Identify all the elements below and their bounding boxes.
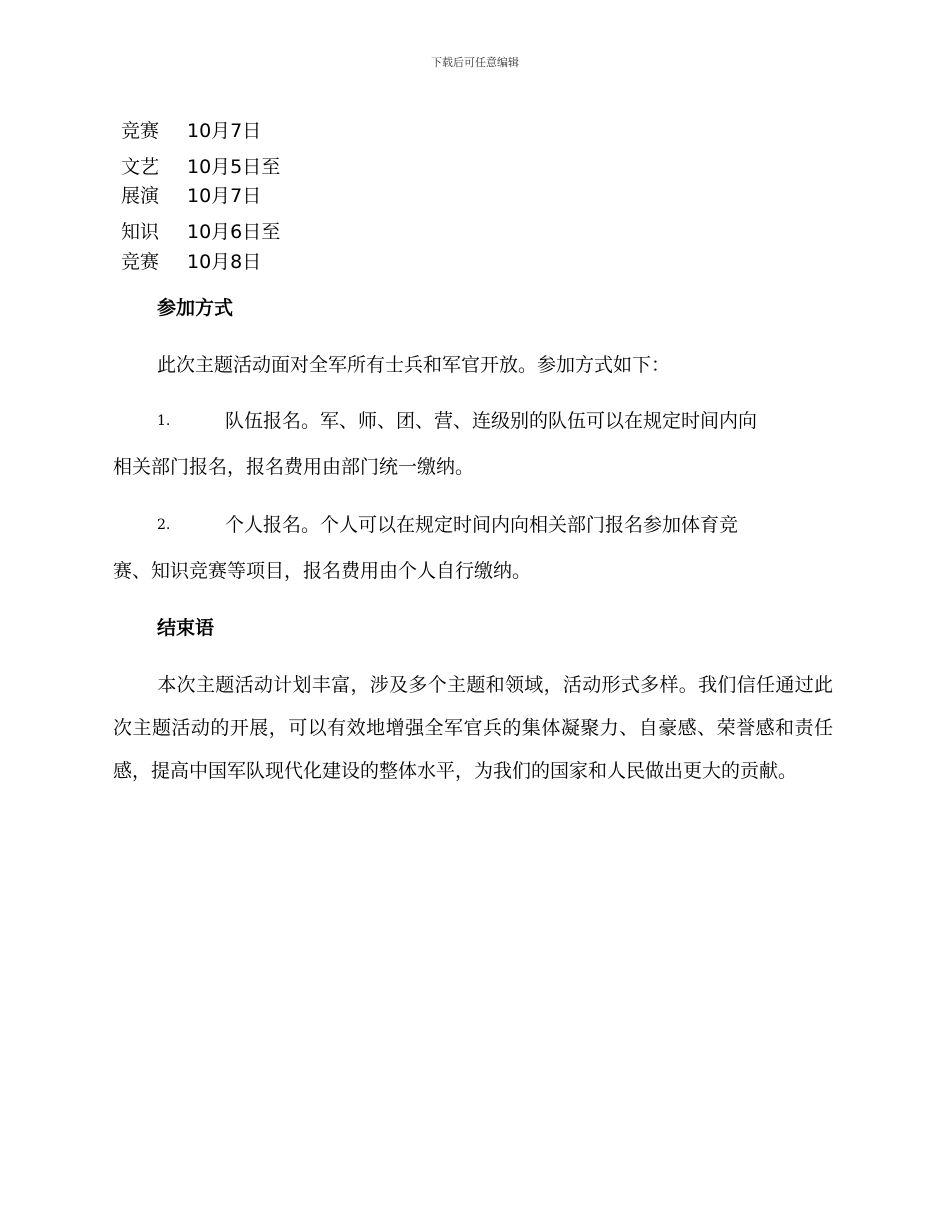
list-item-number: 2. xyxy=(157,517,171,533)
participation-intro xyxy=(113,344,833,387)
list-item-text-continued: 相关部门报名，报名费用由部门统一缴纳。 xyxy=(113,456,475,478)
schedule-row xyxy=(121,249,421,275)
list-item-text: 队伍报名。军、师、团、营、连级别的队伍可以在规定时间内向 xyxy=(225,410,758,432)
list-item xyxy=(113,502,833,594)
schedule-event-date: 10月5日至 xyxy=(187,156,281,178)
schedule-event-name: 知识 xyxy=(121,221,160,243)
conclusion-heading: 结束语 xyxy=(157,617,215,639)
schedule-event-name: 竞赛 xyxy=(121,120,160,142)
schedule-event-name: 竞赛 xyxy=(121,251,160,273)
page-header: 下载后可任意编辑 xyxy=(431,56,519,69)
list-item-number: 1. xyxy=(157,413,171,429)
schedule-event-name: 文艺 xyxy=(121,156,160,178)
schedule-row xyxy=(121,183,421,209)
schedule-row xyxy=(121,219,421,245)
participation-heading: 参加方式 xyxy=(157,297,234,319)
participation-intro-text: 此次主题活动面对全军所有士兵和军官开放。参加方式如下： xyxy=(157,354,671,376)
schedule-event-date: 10月8日 xyxy=(187,251,262,273)
conclusion-paragraph xyxy=(113,664,833,793)
list-item-text-continued: 赛、知识竞赛等项目，报名费用由个人自行缴纳。 xyxy=(113,560,532,582)
conclusion-text: 本次主题活动计划丰富，涉及多个主题和领域，活动形式多样。我们信任通过此次主题活动的开展，可以有效地增强全军官兵的集体凝聚力、自豪感、荣誉感和责任感，提高中国军队现代化建设的整体水平，为我们的国家和人民做出更大的贡献。 xyxy=(113,674,833,782)
list-item xyxy=(113,398,833,490)
schedule-event-date: 10月6日至 xyxy=(187,221,281,243)
schedule-row xyxy=(121,118,421,144)
schedule-event-name: 展演 xyxy=(121,185,160,207)
schedule-event-date: 10月7日 xyxy=(187,185,262,207)
schedule-event-date: 10月7日 xyxy=(187,120,262,142)
schedule-row xyxy=(121,154,421,180)
list-item-text: 个人报名。个人可以在规定时间内向相关部门报名参加体育竞 xyxy=(225,514,739,536)
